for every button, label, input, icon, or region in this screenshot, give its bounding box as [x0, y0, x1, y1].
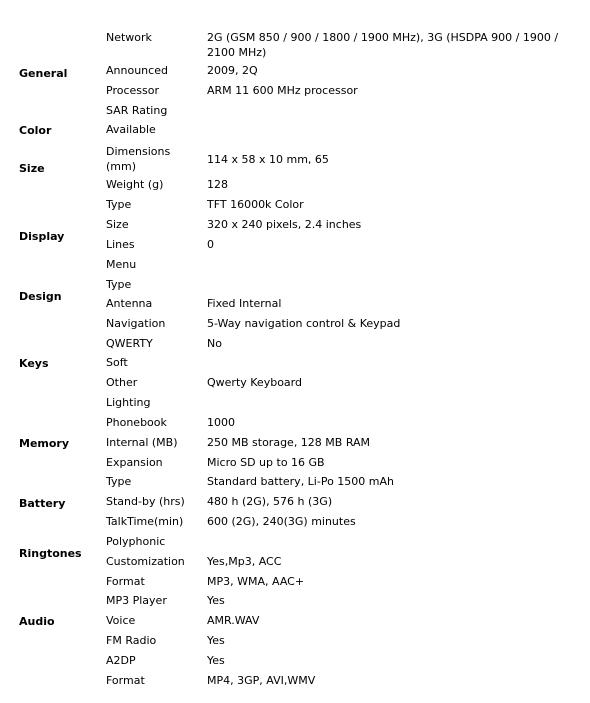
spec-value: Yes	[207, 654, 225, 667]
spec-value: Yes	[207, 634, 225, 647]
spec-row	[0, 355, 590, 370]
category-label: Display	[19, 230, 65, 243]
spec-row	[0, 217, 590, 232]
spec-label: Menu	[106, 258, 137, 271]
spec-label: Processor	[106, 84, 159, 97]
spec-value: Yes	[207, 594, 225, 607]
spec-value: No	[207, 337, 222, 350]
spec-label: Size	[106, 218, 129, 231]
spec-row	[0, 455, 590, 470]
spec-row	[0, 316, 590, 331]
spec-row	[0, 103, 590, 118]
spec-row	[0, 653, 590, 668]
spec-label: Expansion	[106, 456, 163, 469]
spec-label: Type	[106, 198, 132, 211]
spec-row	[0, 534, 590, 549]
spec-row	[0, 237, 590, 252]
spec-label: Announced	[106, 64, 168, 77]
spec-value: Yes,Mp3, ACC	[207, 555, 282, 568]
spec-row	[0, 30, 590, 60]
spec-row	[0, 474, 590, 489]
spec-row	[0, 375, 590, 390]
spec-value: MP3, WMA, AAC+	[207, 575, 305, 588]
spec-label: Lighting	[106, 396, 151, 409]
spec-label: Format	[106, 674, 145, 687]
spec-value: 250 MB storage, 128 MB RAM	[207, 436, 371, 449]
spec-row	[0, 633, 590, 648]
category-label: Ringtones	[19, 547, 82, 560]
spec-label: Network	[106, 31, 152, 44]
spec-row	[0, 63, 590, 78]
spec-value: Fixed Internal	[207, 297, 282, 310]
spec-row	[0, 574, 590, 589]
category-label: Design	[19, 290, 62, 303]
spec-label: Type	[106, 278, 132, 291]
spec-value: Standard battery, Li-Po 1500 mAh	[207, 475, 395, 488]
spec-row	[0, 197, 590, 212]
category-label: Audio	[19, 615, 55, 628]
spec-label: Weight (g)	[106, 178, 164, 191]
spec-value: 2G (GSM 850 / 900 / 1800 / 1900 MHz), 3G (HSDPA 900 / 1900 / 2100 MHz)	[207, 31, 559, 59]
spec-value: 320 x 240 pixels, 2.4 inches	[207, 218, 362, 231]
spec-label: Soft	[106, 356, 128, 369]
spec-label: Polyphonic	[106, 535, 166, 548]
spec-label: Antenna	[106, 297, 153, 310]
spec-value: 128	[207, 178, 228, 191]
spec-row	[0, 83, 590, 98]
spec-value: 1000	[207, 416, 235, 429]
spec-row	[0, 257, 590, 272]
spec-row	[0, 415, 590, 430]
category-label: Color	[19, 124, 52, 137]
spec-row	[0, 613, 590, 628]
spec-value: MP4, 3GP, AVI,WMV	[207, 674, 316, 687]
spec-row	[0, 277, 590, 292]
spec-value: 0	[207, 238, 214, 251]
spec-label: Lines	[106, 238, 135, 251]
spec-label: Navigation	[106, 317, 166, 330]
spec-label: Type	[106, 475, 132, 488]
spec-row	[0, 673, 590, 688]
spec-label: Stand-by (hrs)	[106, 495, 185, 508]
spec-value: Micro SD up to 16 GB	[207, 456, 325, 469]
spec-row	[0, 494, 590, 509]
spec-label: Phonebook	[106, 416, 167, 429]
spec-value: ARM 11 600 MHz processor	[207, 84, 358, 97]
spec-label: A2DP	[106, 654, 136, 667]
spec-value: Qwerty Keyboard	[207, 376, 302, 389]
spec-row	[0, 395, 590, 410]
spec-label: Customization	[106, 555, 185, 568]
spec-row	[0, 296, 590, 311]
spec-row	[0, 435, 590, 450]
spec-value: 2009, 2Q	[207, 64, 258, 77]
spec-row	[0, 336, 590, 351]
spec-label: Dimensions (mm)	[106, 145, 171, 173]
spec-row	[0, 144, 590, 174]
category-label: General	[19, 67, 68, 80]
spec-label: Other	[106, 376, 138, 389]
spec-row	[0, 514, 590, 529]
spec-value: 480 h (2G), 576 h (3G)	[207, 495, 333, 508]
spec-label: TalkTime(min)	[106, 515, 184, 528]
category-label: Size	[19, 162, 45, 175]
spec-row	[0, 593, 590, 608]
category-label: Battery	[19, 497, 66, 510]
spec-label: Internal (MB)	[106, 436, 178, 449]
spec-label: SAR Rating	[106, 104, 168, 117]
spec-label: FM Radio	[106, 634, 157, 647]
spec-label: Available	[106, 123, 156, 136]
spec-row	[0, 177, 590, 192]
spec-value: 5-Way navigation control & Keypad	[207, 317, 401, 330]
spec-value: TFT 16000k Color	[207, 198, 304, 211]
category-label: Memory	[19, 437, 70, 450]
spec-label: Voice	[106, 614, 136, 627]
spec-label: QWERTY	[106, 337, 153, 350]
spec-value: AMR.WAV	[207, 614, 260, 627]
spec-label: MP3 Player	[106, 594, 167, 607]
spec-label: Format	[106, 575, 145, 588]
category-label: Keys	[19, 357, 49, 370]
spec-value: 114 x 58 x 10 mm, 65	[207, 153, 329, 166]
spec-row	[0, 554, 590, 569]
spec-value: 600 (2G), 240(3G) minutes	[207, 515, 356, 528]
spec-row	[0, 122, 590, 137]
